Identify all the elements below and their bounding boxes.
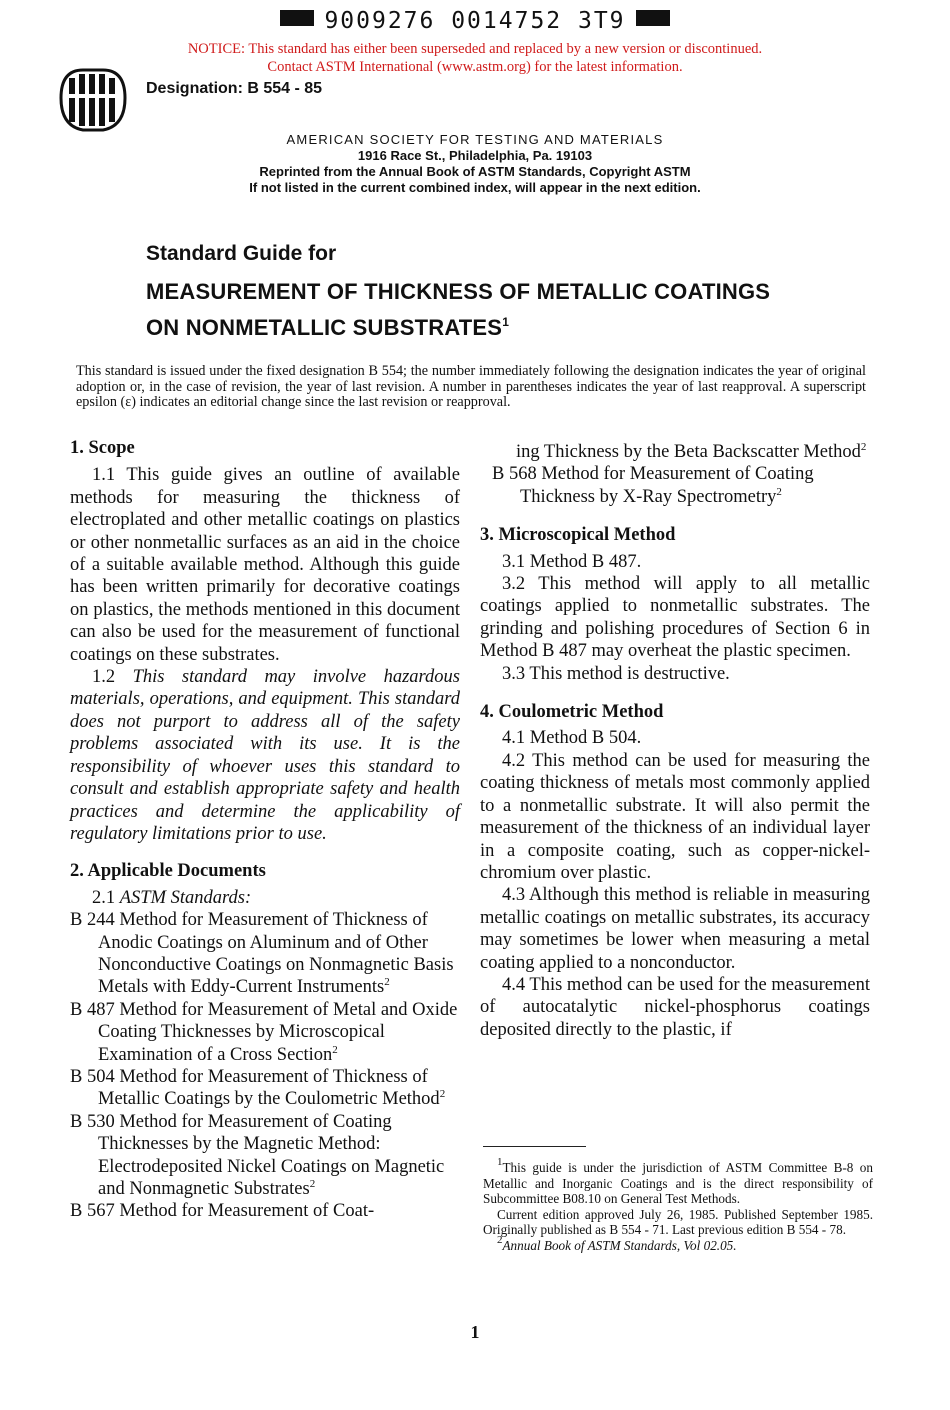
society-name: AMERICAN SOCIETY FOR TESTING AND MATERIALS xyxy=(286,132,664,147)
para-4-1: 4.1 Method B 504. xyxy=(502,728,642,749)
para-4-4: 4.4 This method can be used for the measurement of autocatalytic nickel-phosphorus coatings deposited directly to the plastic, if xyxy=(480,974,871,1040)
ref-b504 xyxy=(70,1066,460,1111)
reprint-note: Reprinted from the Annual Book of ASTM Standards, Copyright ASTM xyxy=(259,164,691,179)
ref-b567-cont xyxy=(480,441,870,463)
ref-b244 xyxy=(70,909,460,999)
section-heading-documents: 2. Applicable Documents xyxy=(70,861,266,882)
ref-b568-text: B 568 Method for Measurement of Coating Thickness by X-Ray Spectrometry xyxy=(492,464,814,507)
para-3-3: 3.3 This method is destructive. xyxy=(502,663,730,684)
section-heading-scope: 1. Scope xyxy=(70,438,135,458)
para-4-3: 4.3 Although this method is reliable in measuring metallic coatings on metallic substrates, its accuracy may sometimes be lower when measuring a metal coating applied to a nonconductor. xyxy=(480,885,870,973)
footnote-divider xyxy=(483,1146,586,1147)
ref-b530-mark: 2 xyxy=(309,1178,316,1190)
ref-b530-text: B 530 Method for Measurement of Coating Thicknesses by the Magnetic Method: Electrodeposited Nickel Coatings on Magnetic and Nonmagnetic Substrates xyxy=(70,1111,445,1199)
left-column xyxy=(70,437,460,1223)
page-number: 1 xyxy=(470,1322,480,1342)
title-footnote-mark: 1 xyxy=(502,315,510,329)
intro-paragraph: This standard is issued under the fixed designation B 554; the number immediately following the designation indicates the year of original adoption or, in the case of revision, the year of last revision. A number in parentheses indicates the year of last reapproval. A superscript epsilon (ε) indicates an editorial change since the last revision or reapproval. xyxy=(76,363,866,410)
ref-b487-mark: 2 xyxy=(332,1043,338,1056)
para-2-1 xyxy=(70,887,460,909)
section-heading-coulometric: 4. Coulometric Method xyxy=(480,702,664,723)
ref-b244-mark: 2 xyxy=(384,976,390,989)
page-title xyxy=(146,276,770,343)
footnote-2-text: Annual Book of ASTM Standards, Vol 02.05. xyxy=(502,1237,737,1253)
society-address: 1916 Race St., Philadelphia, Pa. 19103 xyxy=(357,148,593,163)
index-note: If not listed in the current combined index, will appear in the next edition. xyxy=(249,180,701,195)
para-2-1-text: ASTM Standards: xyxy=(119,887,252,908)
para-4-2: 4.2 This method can be used for measuring the coating thickness of metals most commonly applied to a nonmetallic substrate. It will also permit the measurement of the thickness of an individual layer in a composite coating, such as copper-nickel-chromium over plastic. xyxy=(480,750,870,883)
footnotes xyxy=(483,1156,873,1253)
barcode-line xyxy=(0,8,950,34)
para-3-2: 3.2 This method will apply to all metallic coatings applied to nonmetallic substrates. The grinding and polishing procedures of Section 6 in Method B 487 may overheat the plastic specimen. xyxy=(480,574,870,662)
notice-line-1: NOTICE: This standard has either been superseded and replaced by a new version or discontinued. xyxy=(187,41,763,57)
barcode-block-left xyxy=(280,10,314,26)
title-prefix: Standard Guide for xyxy=(146,242,337,265)
footnote-2-mark: 2 xyxy=(497,1233,503,1246)
ref-b504-text: B 504 Method for Measurement of Thickness of Metallic Coatings by the Coulometric Method xyxy=(70,1066,440,1110)
ref-b567: B 567 Method for Measurement of Coat- xyxy=(70,1201,375,1222)
ref-b487-text: B 487 Method for Measurement of Metal and Oxide Coating Thicknesses by Microscopical Examination of a Cross Section xyxy=(70,999,458,1065)
designation: Designation: B 554 - 85 xyxy=(146,80,323,97)
para-1-2 xyxy=(70,666,460,845)
ref-b567-cont-text: ing Thickness by the Beta Backscatter Method xyxy=(516,442,861,462)
footnote-1b: Current edition approved July 26, 1985. Published September 1985. Originally published as B 554 - 71. Last previous edition B 554 - 78. xyxy=(483,1206,873,1237)
footnote-1 xyxy=(483,1156,873,1207)
ref-b530 xyxy=(70,1111,460,1201)
barcode-block-right xyxy=(636,10,670,26)
footnote-1-mark: 1 xyxy=(497,1156,503,1168)
para-3-1: 3.1 Method B 487. xyxy=(502,551,642,572)
para-1-1: 1.1 This guide gives an outline of available methods for measuring the thickness of electroplated and other metallic coatings on plastics or other nonmetallic surfaces as an aid in the choice of a suitable available method. Although this guide has been written primarily for decorative coatings on plastics, the methods mentioned in this document can also be used for the measurement of functional coatings on these substrates. xyxy=(70,465,460,665)
para-1-2-num: 1.2 xyxy=(92,667,116,688)
notice-line-2: Contact ASTM International (www.astm.org) for the latest information. xyxy=(267,59,683,75)
right-column xyxy=(480,441,870,1041)
para-1-2-text: This standard may involve hazardous materials, operations, and equipment. This standard does not purport to address all of the safety problems associated with its use. It is the responsibility of whoever uses this standard to consult and establish appropriate safety and health practices and determine the applicability of regulatory limitations prior to use. xyxy=(70,667,460,844)
footnote-2 xyxy=(483,1233,873,1254)
ref-b487 xyxy=(70,999,460,1066)
ref-b504-mark: 2 xyxy=(439,1088,446,1101)
section-heading-microscopical: 3. Microscopical Method xyxy=(480,525,676,546)
footnote-1-text: This guide is under the jurisdiction of ASTM Committee B-8 on Metallic and Inorganic Coatings and is the direct responsibility of Subcommittee B08.10 on General Test Methods. xyxy=(483,1160,873,1206)
para-2-1-num: 2.1 xyxy=(92,887,116,908)
title-line-2: ON NONMETALLIC SUBSTRATES xyxy=(146,315,503,340)
title-line-2-wrap xyxy=(146,307,770,343)
ref-b568 xyxy=(480,463,870,508)
ref-b568-mark: 2 xyxy=(776,485,782,498)
title-line-1: MEASUREMENT OF THICKNESS OF METALLIC COATINGS xyxy=(146,279,771,304)
ref-b244-text: B 244 Method for Measurement of Thickness of Anodic Coatings on Aluminum and of Other Nonconductive Coatings on Nonmagnetic Basis Metals with Eddy-Current Instruments xyxy=(70,910,454,998)
astm-logo-icon xyxy=(55,64,131,136)
barcode-text: 9009276 0014752 3T9 xyxy=(324,8,626,34)
ref-b567-mark: 2 xyxy=(860,441,867,453)
